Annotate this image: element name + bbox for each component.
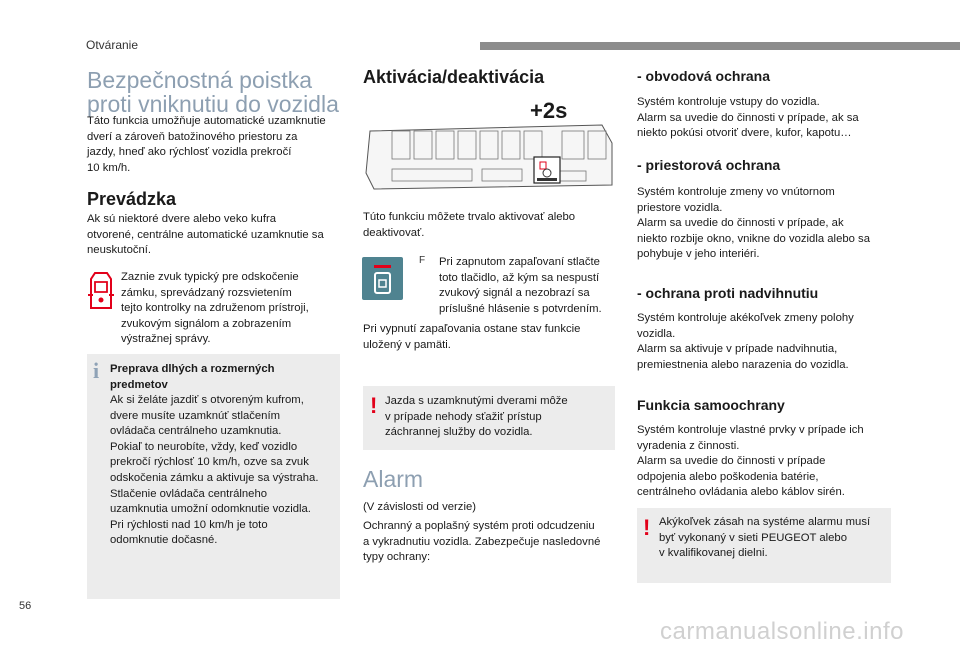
watermark: carmanualsonline.info xyxy=(660,618,904,645)
header-bar xyxy=(480,42,960,50)
aktivacia-memory-text: Pri vypnutí zapaľovania ostane stav funkcie uložený v pamäti. xyxy=(363,323,581,351)
middle-warning-text: Jazda s uzamknutými dverami môže v prípade nehody sťažiť prístup záchrannej služby do vozidla. xyxy=(385,395,568,439)
nadvihnutie-text: Systém kontroluje akékoľvek zmeny polohy vozidla. Alarm sa aktivuje v prípade nadvihnutia, premiestnenia alebo narazenia do vozidla. xyxy=(637,312,854,371)
exclamation-icon: ! xyxy=(370,393,378,418)
prevadzka-warning-text: Zaznie zvuk typický pre odskočenie zámku, sprevádzaný rozsvietením tejto kontrolky na združenom prístroji, zvukovým signálom a zobrazením výstražnej správy. xyxy=(121,271,309,346)
info-title: Preprava dlhých a rozmerných predmetov xyxy=(110,363,275,391)
aktivacia-heading: Aktivácia/deaktivácia xyxy=(363,67,545,87)
page-number: 56 xyxy=(19,600,32,612)
samoochrana-heading: Funkcia samoochrany xyxy=(637,397,785,413)
prevadzka-heading: Prevádzka xyxy=(87,189,177,209)
alarm-note: (V závislosti od verzie) xyxy=(363,501,477,513)
prevadzka-text: Ak sú niektoré dvere alebo veko kufra otvorené, centrálne automatické uzamknutie sa neuskutoční. xyxy=(87,213,324,257)
left-title-line2: proti vniknutiu do vozidla xyxy=(87,91,339,117)
right-warning-box xyxy=(637,508,891,583)
priestorova-text: Systém kontroluje zmeny vo vnútornom priestore vozidla. Alarm sa uvedie do činnosti v prípade, ak niekto rozbije okno, vnikne do vozidla alebo sa pohybuje v jeho interiéri. xyxy=(637,186,870,261)
aktivacia-step: Pri zapnutom zapaľovaní stlačte toto tlačidlo, až kým sa nespustí zvukový signál a nezobrazí sa príslušné hlásenie s potvrdením. xyxy=(439,256,602,315)
section-label: Otváranie xyxy=(86,38,139,52)
console-panel-illustration xyxy=(362,123,616,193)
right-warning-text: Akýkoľvek zásah na systéme alarmu musí byť vykonaný v sieti PEUGEOT alebo v kvalifikovanej dielni. xyxy=(659,516,871,560)
left-intro: Táto funkcia umožňuje automatické uzamknutie dverí a zároveň batožinového priestoru za jazdy, hneď ako rýchlosť vozidla prekročí 10 km/h. xyxy=(87,115,326,174)
obvodova-heading: - obvodová ochrana xyxy=(637,68,771,84)
bullet-glyph: F xyxy=(419,255,426,266)
info-icon: i xyxy=(93,358,100,383)
info-box xyxy=(87,354,340,599)
left-title-line1: Bezpečnostná poistka xyxy=(87,67,313,93)
samoochrana-text: Systém kontroluje vlastné prvky v prípade ich vyradenia z činnosti. Alarm sa uvedie do činnosti v prípade odpojenia alebo poškodenia batérie, centrálneho ovládania alebo káblov sirén. xyxy=(637,424,864,499)
exclamation-icon: ! xyxy=(643,515,651,540)
alarm-heading: Alarm xyxy=(363,466,424,492)
lock-button-icon xyxy=(362,257,403,300)
middle-warning-box xyxy=(363,386,615,450)
info-text: Ak si želáte jazdiť s otvoreným kufrom, dvere musíte uzamknúť stlačením ovládača centrálneho uzamknutia. Pokiaľ to neurobíte, vždy, keď vozidlo prekročí rýchlosť 10 km/h, ozve sa zvuk odskočenia zámku a aktivuje sa výstraha. Stlačenie ovládača centrálneho uzamknutia umožní odomknutie vozidla. Pri rýchlosti nad 10 km/h je toto odomknutie dočasné. xyxy=(110,394,319,547)
door-lock-warning-icon xyxy=(86,270,116,312)
obvodova-text: Systém kontroluje vstupy do vozidla. Alarm sa uvedie do činnosti v prípade, ak sa niekto pokúsi otvoriť dvere, kufor, kapotu… xyxy=(637,96,859,140)
nadvihnutie-heading: - ochrana proti nadvihnutiu xyxy=(637,285,819,301)
priestorova-heading: - priestorová ochrana xyxy=(637,157,781,173)
alarm-text: Ochranný a poplašný systém proti odcudzeniu a vykradnutiu vozidla. Zabezpečuje nasledovné typy ochrany: xyxy=(363,520,601,564)
left-title xyxy=(87,68,347,116)
aktivacia-text: Túto funkciu môžete trvalo aktivovať alebo deaktivovať. xyxy=(363,211,576,239)
press-duration-label: +2s xyxy=(530,98,568,123)
